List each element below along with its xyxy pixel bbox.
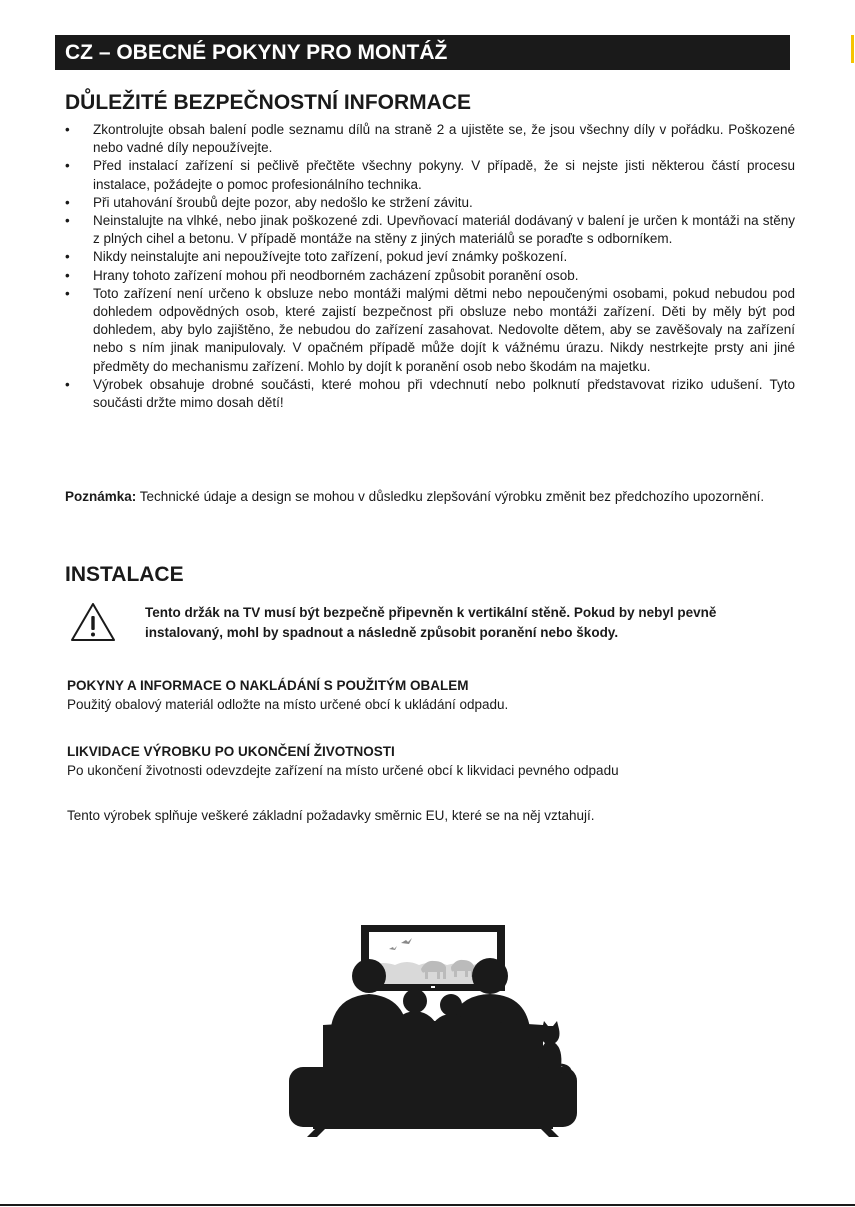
installation-heading: INSTALACE	[65, 563, 184, 586]
safety-item: • Před instalací zařízení si pečlivě přečtěte všechny pokyny. V případě, že si nejste jisti některou částí procesu instalace, požádejte o pomoc profesionálního technika.	[65, 157, 795, 193]
compliance-text: Tento výrobek splňuje veškeré základní požadavky směrnic EU, které se na něj vztahují.	[67, 808, 595, 823]
safety-heading: DŮLEŽITÉ BEZPEČNOSTNÍ INFORMACE	[65, 91, 472, 114]
note-label: Poznámka:	[65, 489, 137, 504]
page-header: CZ – OBECNÉ POKYNY PRO MONTÁŽ	[55, 35, 790, 70]
safety-item: • Toto zařízení není určeno k obsluze nebo montáži malými dětmi nebo nepoučenými osobami, pokud nebudou pod dohledem odpovědných osob, které zajistí bezpečnost při obsluze nebo montáži zařízení. Děti by měly být pod dohledem, aby bylo zajištěno, že nebudou do zařízení zasahovat. Nedovolte dětem, aby se zavěšovaly na zařízení nebo s ním jinak manipulovaly. V opačném případě může dojít k vážnému úrazu. Nikdy nestrkejte prsty ani jiné předměty do mechanismu zařízení. Mohlo by dojít k poranění osob nebo škodám na majetku.	[65, 285, 795, 376]
safety-item: • Při utahování šroubů dejte pozor, aby nedošlo ke stržení závitu.	[65, 194, 795, 212]
safety-list	[65, 121, 795, 412]
packaging-text: Použitý obalový materiál odložte na místo určené obcí k ukládání odpadu.	[67, 697, 509, 712]
packaging-heading: POKYNY A INFORMACE O NAKLÁDÁNÍ S POUŽITÝM OBALEM	[67, 678, 469, 693]
safety-item: • Zkontrolujte obsah balení podle seznamu dílů na straně 2 a ujistěte se, že jsou všechny díly v pořádku. Poškozené nebo vadné díly nepoužívejte.	[65, 121, 795, 157]
safety-item: • Hrany tohoto zařízení mohou při neodborném zacházení způsobit poranění osob.	[65, 267, 795, 285]
safety-item: • Neinstalujte na vlhké, nebo jinak poškozené zdi. Upevňovací materiál dodávaný v balení je určen k montáži na stěny z plných cihel a betonu. V případě montáže na stěny z jiných materiálů se poraďte s odborníkem.	[65, 212, 795, 248]
note	[65, 488, 795, 506]
family-watching-tv-icon	[283, 925, 583, 1140]
page-edge-marker	[851, 35, 854, 63]
safety-item: • Výrobek obsahuje drobné součásti, které mohou při vdechnutí nebo polknutí představovat riziko udušení. Tyto součásti držte mimo dosah dětí!	[65, 376, 795, 412]
footer-rule	[0, 1204, 855, 1206]
disposal-text: Po ukončení životnosti odevzdejte zařízení na místo určené obcí k likvidaci pevného odpadu	[67, 763, 619, 778]
note-text: Technické údaje a design se mohou v důsledku zlepšování výrobku změnit bez předchozího upozornění.	[136, 489, 765, 504]
warning-triangle-icon	[69, 601, 117, 643]
disposal-heading: LIKVIDACE VÝROBKU PO UKONČENÍ ŽIVOTNOSTI	[67, 744, 395, 759]
installation-warning: Tento držák na TV musí být bezpečně připevněn k vertikální stěně. Pokud by nebyl pevně instalovaný, mohl by spadnout a následně způsobit poranění nebo škody.	[145, 605, 717, 640]
safety-item: • Nikdy neinstalujte ani nepoužívejte toto zařízení, pokud jeví známky poškození.	[65, 248, 795, 266]
